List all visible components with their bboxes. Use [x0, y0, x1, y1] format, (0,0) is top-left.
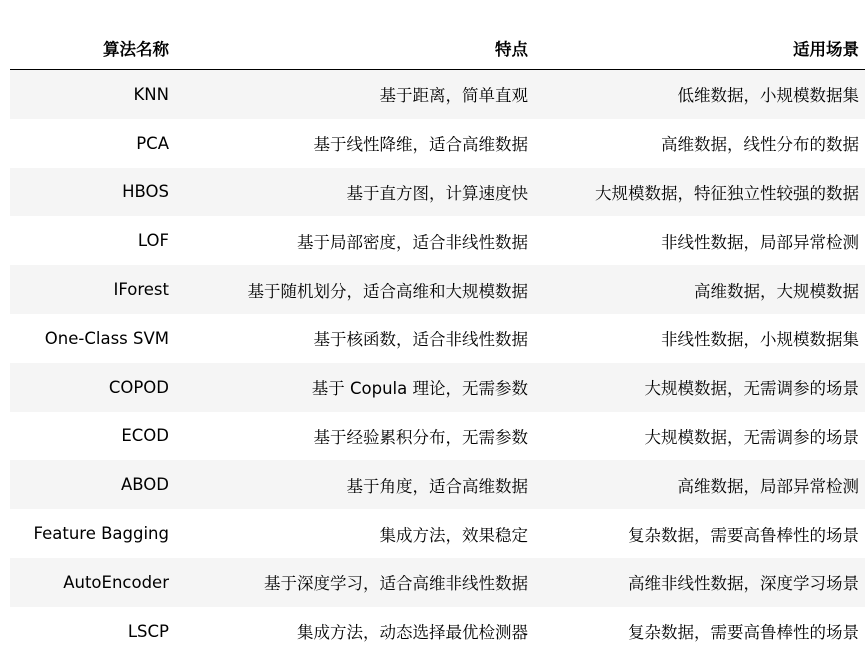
table-row — [10, 265, 865, 314]
cell-features: 基于核函数，适合非线性数据 — [175, 314, 534, 363]
cell-algorithm-name: Feature Bagging — [10, 509, 175, 558]
algorithm-table-container — [10, 27, 865, 656]
table-row — [10, 412, 865, 461]
table-row — [10, 216, 865, 265]
cell-use-cases: 大规模数据，特征独立性较强的数据 — [534, 168, 865, 217]
table-row — [10, 119, 865, 168]
cell-use-cases: 大规模数据，无需调参的场景 — [534, 363, 865, 412]
cell-algorithm-name: LSCP — [10, 607, 175, 656]
cell-algorithm-name: PCA — [10, 119, 175, 168]
table-row — [10, 70, 865, 119]
cell-algorithm-name: HBOS — [10, 168, 175, 217]
cell-features: 基于距离，简单直观 — [175, 70, 534, 119]
header-row — [10, 27, 865, 70]
cell-use-cases: 非线性数据，小规模数据集 — [534, 314, 865, 363]
table-row — [10, 314, 865, 363]
cell-use-cases: 高维数据，线性分布的数据 — [534, 119, 865, 168]
cell-algorithm-name: COPOD — [10, 363, 175, 412]
table-header — [10, 27, 865, 70]
cell-features: 集成方法，效果稳定 — [175, 509, 534, 558]
cell-features: 基于 Copula 理论，无需参数 — [175, 363, 534, 412]
cell-use-cases: 复杂数据，需要高鲁棒性的场景 — [534, 607, 865, 656]
cell-algorithm-name: ECOD — [10, 412, 175, 461]
table-row — [10, 460, 865, 509]
cell-use-cases: 复杂数据，需要高鲁棒性的场景 — [534, 509, 865, 558]
header-algorithm-name: 算法名称 — [10, 27, 175, 70]
cell-algorithm-name: IForest — [10, 265, 175, 314]
table-body — [10, 70, 865, 656]
cell-algorithm-name: ABOD — [10, 460, 175, 509]
cell-features: 集成方法，动态选择最优检测器 — [175, 607, 534, 656]
table-row — [10, 363, 865, 412]
cell-use-cases: 低维数据，小规模数据集 — [534, 70, 865, 119]
cell-features: 基于深度学习，适合高维非线性数据 — [175, 558, 534, 607]
cell-algorithm-name: KNN — [10, 70, 175, 119]
algorithm-comparison-table — [10, 27, 865, 656]
cell-features: 基于经验累积分布，无需参数 — [175, 412, 534, 461]
cell-use-cases: 高维数据，大规模数据 — [534, 265, 865, 314]
table-row — [10, 607, 865, 656]
cell-use-cases: 大规模数据，无需调参的场景 — [534, 412, 865, 461]
cell-algorithm-name: AutoEncoder — [10, 558, 175, 607]
cell-features: 基于局部密度，适合非线性数据 — [175, 216, 534, 265]
cell-features: 基于随机划分，适合高维和大规模数据 — [175, 265, 534, 314]
table-row — [10, 168, 865, 217]
cell-use-cases: 高维数据，局部异常检测 — [534, 460, 865, 509]
cell-features: 基于线性降维，适合高维数据 — [175, 119, 534, 168]
cell-use-cases: 非线性数据，局部异常检测 — [534, 216, 865, 265]
cell-algorithm-name: One-Class SVM — [10, 314, 175, 363]
cell-features: 基于直方图，计算速度快 — [175, 168, 534, 217]
table-row — [10, 558, 865, 607]
table-row — [10, 509, 865, 558]
cell-features: 基于角度，适合高维数据 — [175, 460, 534, 509]
header-features: 特点 — [175, 27, 534, 70]
cell-algorithm-name: LOF — [10, 216, 175, 265]
header-use-cases: 适用场景 — [534, 27, 865, 70]
cell-use-cases: 高维非线性数据，深度学习场景 — [534, 558, 865, 607]
